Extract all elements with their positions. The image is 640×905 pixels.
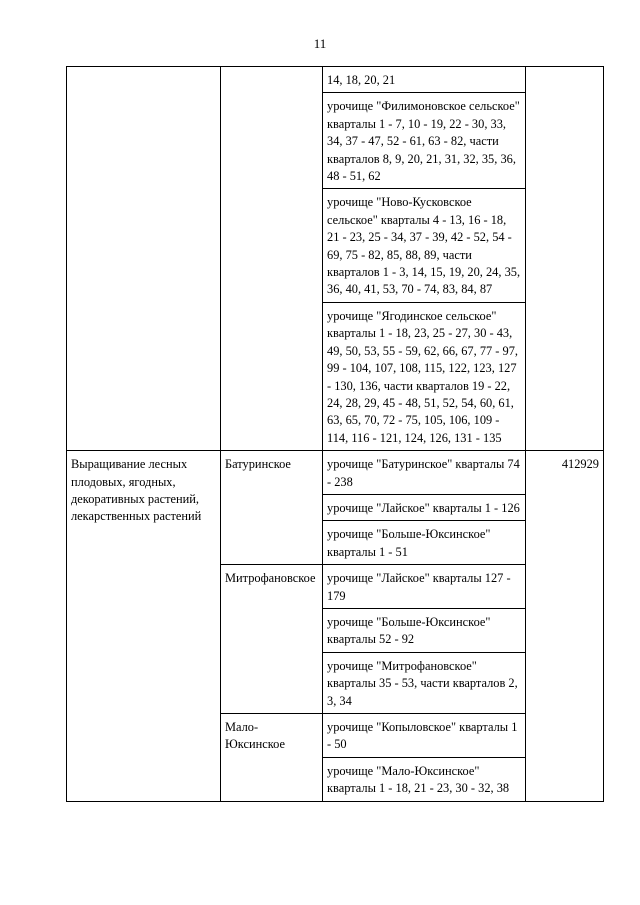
- tract-cell: урочище "Лайское" кварталы 1 - 126: [323, 494, 526, 520]
- tract-cell: урочище "Копыловское" кварталы 1 - 50: [323, 714, 526, 758]
- tract-cell: урочище "Митрофановское" кварталы 35 - 53, части кварталов 2, 3, 34: [323, 652, 526, 713]
- table-row: [67, 451, 604, 495]
- tract-cell: урочище "Больше-Юксинское" кварталы 52 - 92: [323, 608, 526, 652]
- forest-use-table: [66, 66, 604, 802]
- page-number: 11: [313, 36, 327, 51]
- area-cell: 412929: [526, 451, 604, 802]
- area-cell-continued: [526, 67, 604, 451]
- tract-cell: урочище "Мало-Юксинское" кварталы 1 - 18, 21 - 23, 30 - 32, 38: [323, 757, 526, 801]
- activity-cell-continued: [67, 67, 221, 451]
- tract-cell: урочище "Ново-Кусковское сельское" кварталы 4 - 13, 16 - 18, 21 - 23, 25 - 34, 37 - 39, 42 - 52, 54 - 69, 75 - 82, 85, 88, 89, части кварталов 1 - 3, 14, 15, 19, 20, 24, 35, 36, 40, 41, 53, 70 - 74, 83, 84, 87: [323, 189, 526, 302]
- tract-cell: урочище "Лайское" кварталы 127 - 179: [323, 565, 526, 609]
- tract-cell: урочище "Ягодинское сельское" кварталы 1 - 18, 23, 25 - 27, 30 - 43, 49, 50, 53, 55 - 59, 62, 66, 67, 77 - 97, 99 - 104, 107, 108, 115, 122, 123, 127 - 130, 136, части кварталов 19 - 22, 24, 28, 29, 45 - 48, 51, 52, 54, 60, 61, 63, 65, 70, 72 - 75, 105, 106, 109 - 114, 116 - 121, 124, 126, 131 - 135: [323, 302, 526, 450]
- tract-cell: урочище "Филимоновское сельское" кварталы 1 - 7, 10 - 19, 22 - 30, 33, 34, 37 - 47, 52 - 61, 63 - 82, части кварталов 8, 9, 20, 21, 31, 32, 35, 36, 48 - 51, 62: [323, 93, 526, 189]
- activity-cell: Выращивание лесных плодовых, ягодных, декоративных растений, лекарственных растений: [67, 451, 221, 802]
- forestry-name-cell: Митрофановское: [221, 565, 323, 714]
- forestry-name-cell: Батуринское: [221, 451, 323, 565]
- tract-cell: урочище "Больше-Юксинское" кварталы 1 - 51: [323, 521, 526, 565]
- tract-cell: 14, 18, 20, 21: [323, 67, 526, 93]
- tract-cell: урочище "Батуринское" кварталы 74 - 238: [323, 451, 526, 495]
- forestry-name-cell: Мало-Юксинское: [221, 714, 323, 802]
- forestry-cell-continued: [221, 67, 323, 451]
- table-row: [67, 67, 604, 93]
